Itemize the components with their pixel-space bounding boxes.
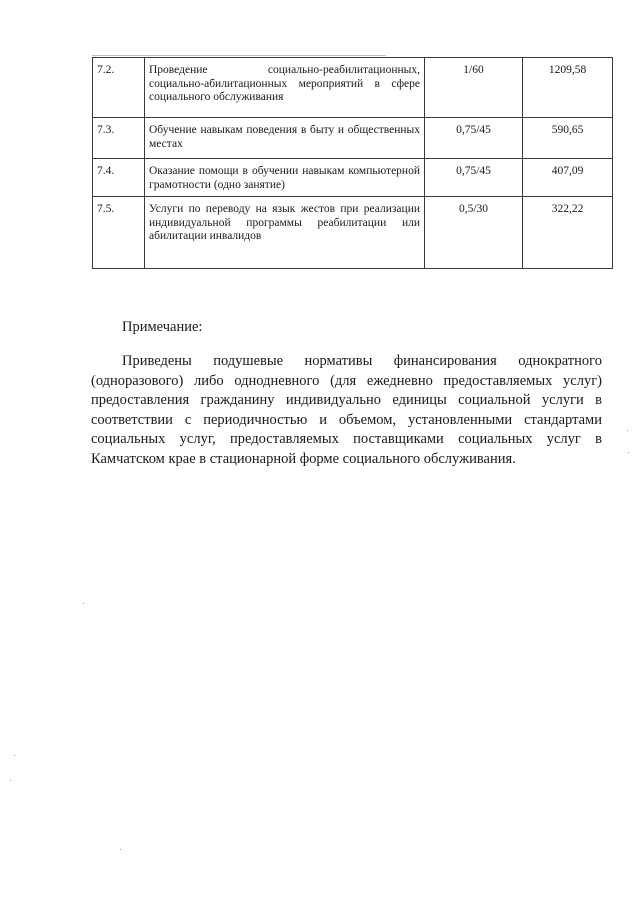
service-cost: 407,09: [523, 159, 613, 197]
service-name: Услуги по переводу на язык жестов при реализации индивидуальной программы реабилитации или абилитации инвалидов: [145, 197, 425, 269]
row-number: 7.4.: [93, 159, 145, 197]
row-number: 7.3.: [93, 118, 145, 159]
row-number: 7.2.: [93, 58, 145, 118]
scan-speck: [14, 755, 15, 756]
scan-speck: [10, 780, 11, 781]
service-cost: 322,22: [523, 197, 613, 269]
service-ratio: 0,75/45: [425, 159, 523, 197]
service-ratio: 0,5/30: [425, 197, 523, 269]
service-name: Проведение социально-реабилитационных, социально-абилитационных мероприятий в сфере социального обслуживания: [145, 58, 425, 118]
scan-speck: [83, 603, 84, 604]
table-row: [93, 58, 613, 118]
scan-speck: [120, 849, 121, 850]
service-ratio: 0,75/45: [425, 118, 523, 159]
note-text: Приведены подушевые нормативы финансирования однократного (одноразового) либо однодневного (для ежедневно предоставляемых услуг) предоставления гражданину индивидуально единицы социальной услуги в соответствии с периодичностью и объемом, установленными стандартами социальных услуг, предоставляемых поставщиками социальных услуг в Камчатском крае в стационарной форме социального обслуживания.: [91, 353, 602, 467]
service-name: Оказание помощи в обучении навыкам компьютерной грамотности (одно занятие): [145, 159, 425, 197]
table-row: [93, 159, 613, 197]
note-title: Примечание:: [122, 319, 203, 335]
table-row: [93, 118, 613, 159]
top-rule: [92, 55, 386, 56]
scan-speck: [628, 452, 629, 453]
services-table: [92, 57, 613, 269]
table-row: [93, 197, 613, 269]
service-name: Обучение навыкам поведения в быту и общественных местах: [145, 118, 425, 159]
service-cost: 1209,58: [523, 58, 613, 118]
service-ratio: 1/60: [425, 58, 523, 118]
row-number: 7.5.: [93, 197, 145, 269]
scan-speck: [627, 430, 628, 431]
service-cost: 590,65: [523, 118, 613, 159]
